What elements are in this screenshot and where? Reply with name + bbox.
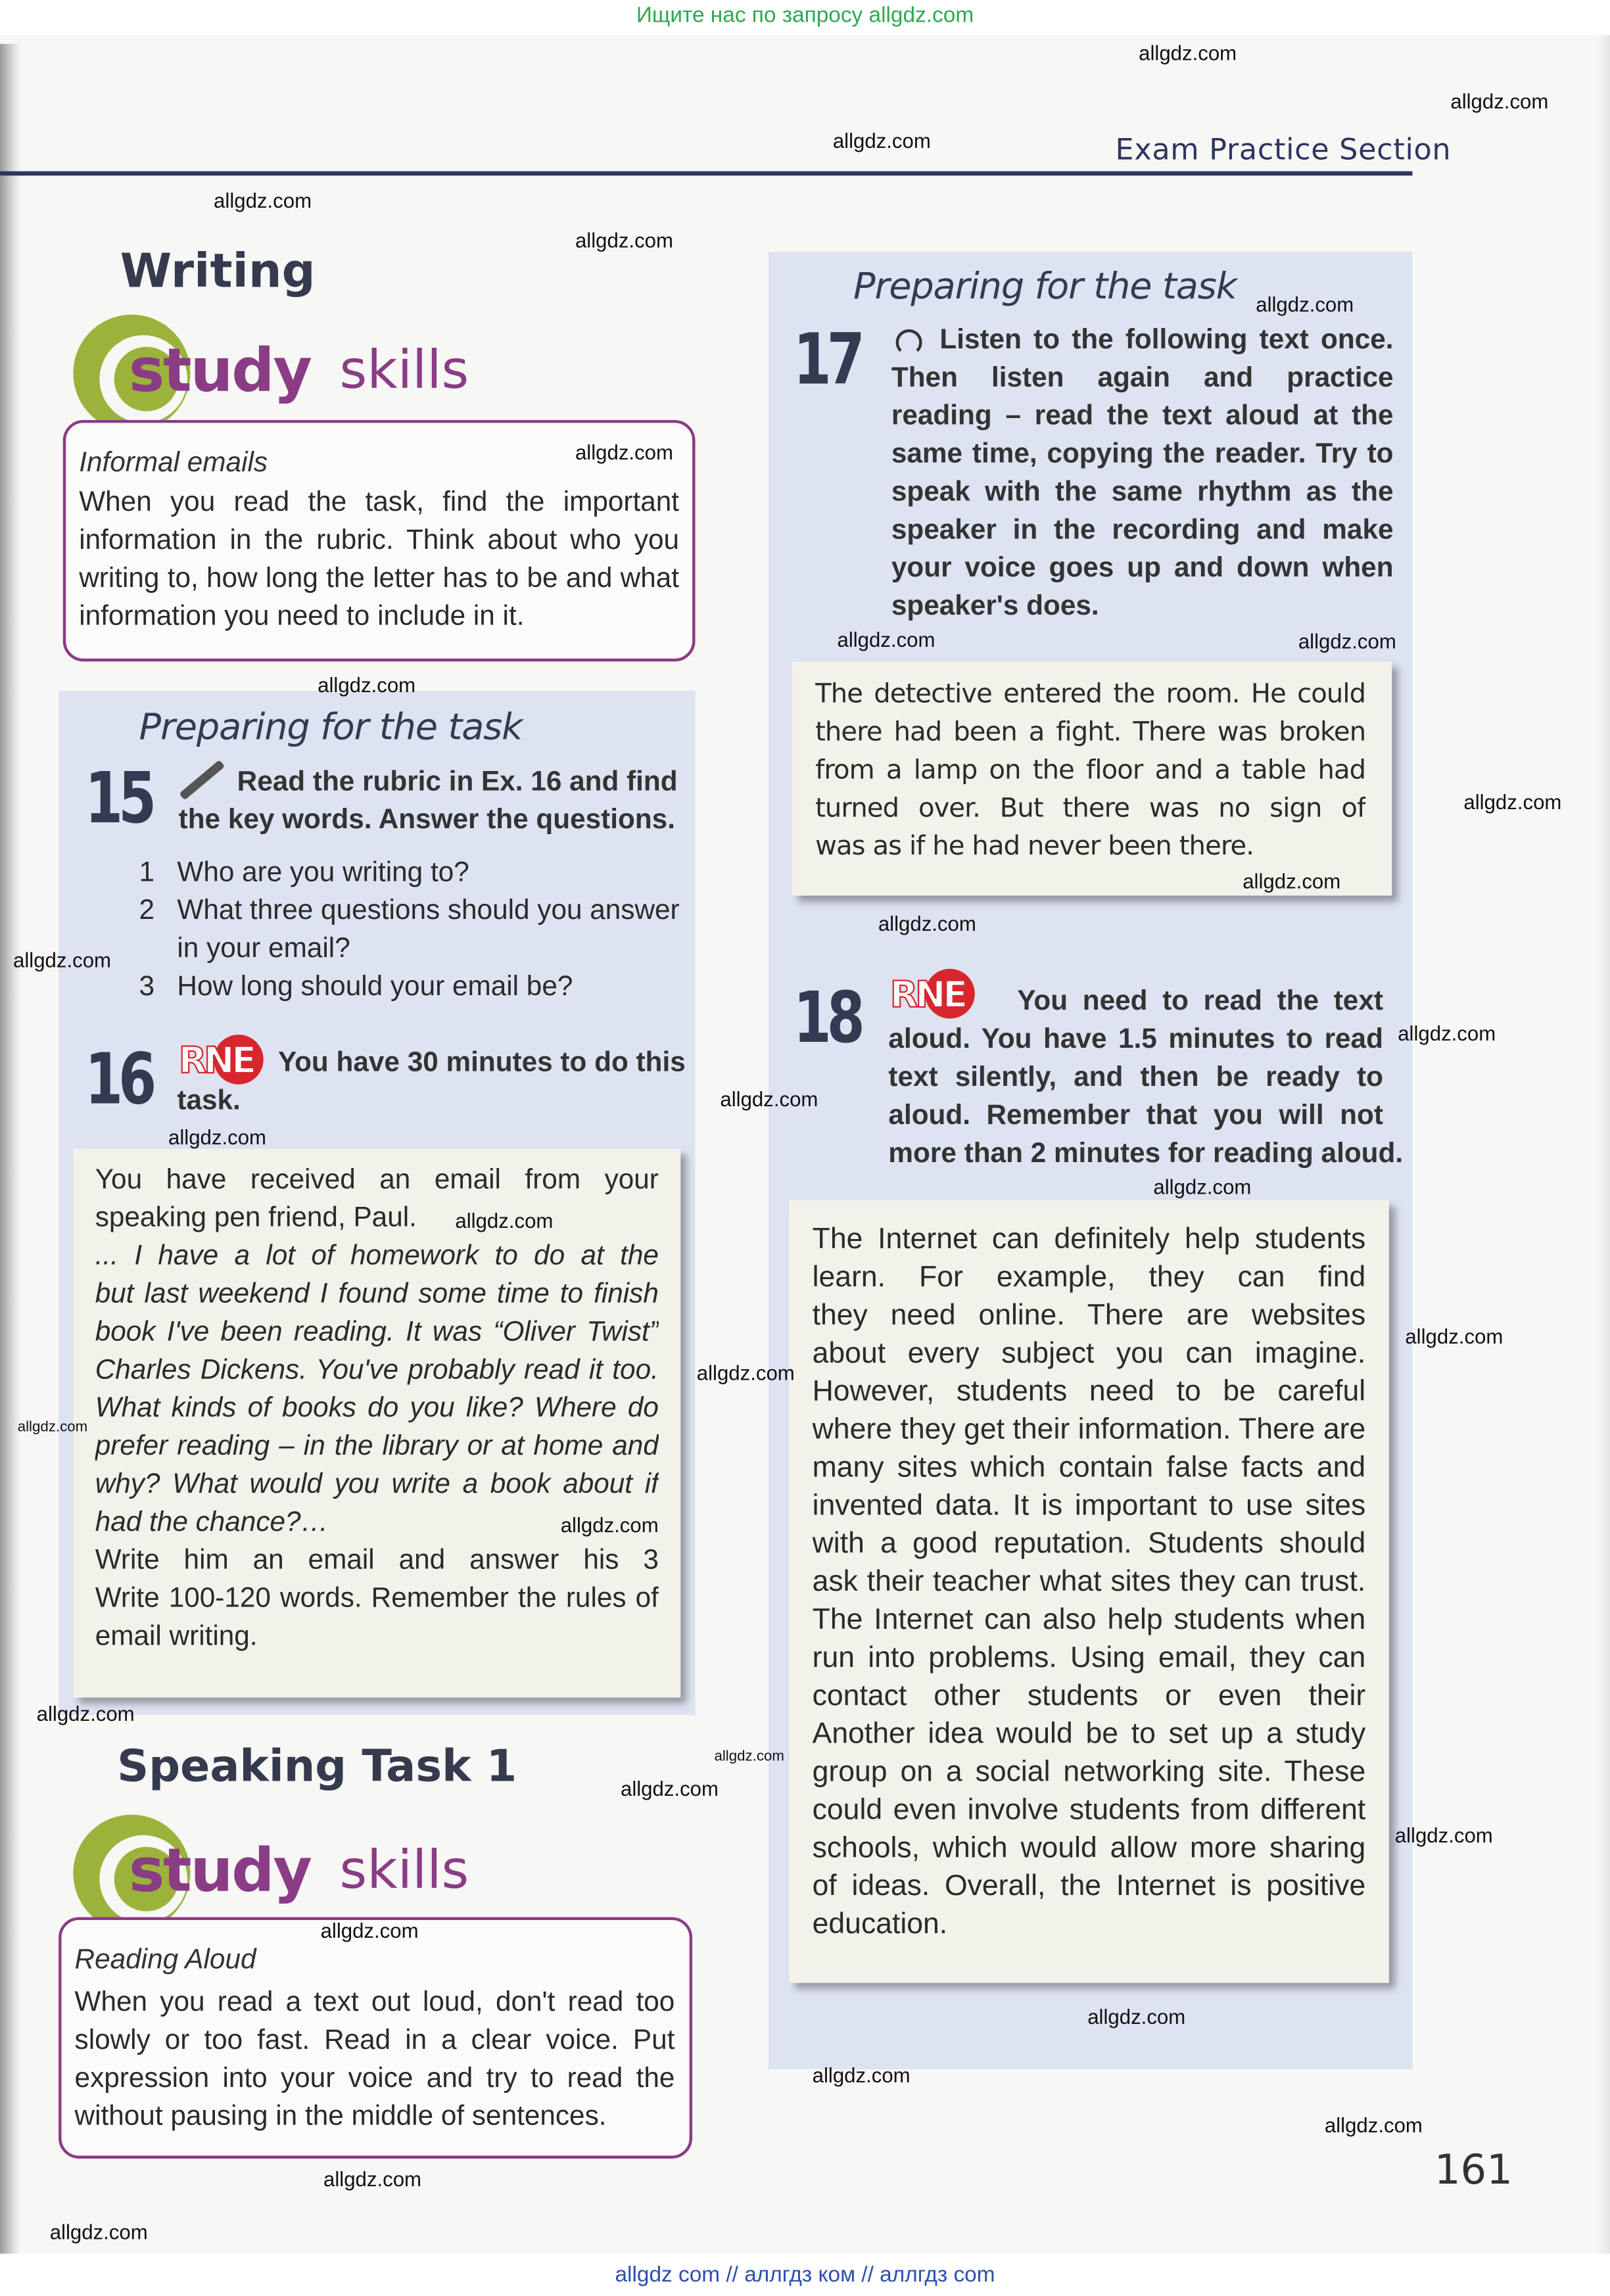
text-line: where they get their information. There are	[812, 1413, 1366, 1446]
study-label: study	[128, 335, 311, 406]
watermark-link[interactable]: allgdz.com	[455, 1209, 554, 1232]
question-number: 2	[139, 895, 155, 927]
text-line: When you read a text out loud, don't read too	[74, 1987, 675, 2019]
text-line: but last weekend I found some time to finish	[95, 1278, 659, 1310]
watermark-link[interactable]: allgdz.com	[720, 1087, 818, 1111]
prep-title-speaking: Preparing for the task	[853, 264, 1237, 308]
text-line: book I've been reading. It was “Oliver Twist”	[95, 1317, 659, 1348]
watermark-link[interactable]: allgdz.com	[214, 189, 312, 212]
text-line: ask their teacher what sites they can trust.	[812, 1566, 1366, 1599]
instruction-line: task.	[177, 1085, 241, 1117]
watermark-link[interactable]: allgdz.com	[320, 1918, 419, 1942]
watermark-link[interactable]: allgdz.com	[323, 2167, 422, 2191]
rne-label: RNE	[889, 973, 965, 1016]
instruction-line: Read the rubric in Ex. 16 and find	[237, 766, 678, 798]
text-line: your voice goes up and down when	[891, 553, 1394, 584]
watermark-link[interactable]: allgdz.com	[13, 948, 112, 972]
text-line: The Internet can also help students when	[812, 1604, 1366, 1637]
text-line: education.	[812, 1908, 948, 1941]
text-line: invented data. It is important to use sites	[812, 1489, 1366, 1522]
text-line: many sites which contain false facts and	[812, 1451, 1366, 1484]
text-line: same time, copying the reader. Try to	[891, 438, 1394, 470]
watermark-link[interactable]: allgdz.com	[1405, 1324, 1503, 1348]
text-line: ... I have a lot of homework to do at the	[95, 1240, 659, 1272]
text-line: was as if he had never been there.	[815, 831, 1254, 862]
text-line: slowly or too fast. Read in a clear voice. Put	[74, 2025, 675, 2057]
watermark-link[interactable]: allgdz.com	[1450, 89, 1549, 113]
study-skills-box-reading-aloud	[59, 1917, 692, 2159]
text-line: aloud. Remember that you will not	[888, 1100, 1383, 1132]
watermark-link[interactable]: allgdz.com	[318, 673, 416, 697]
watermark-link[interactable]: allgdz.com	[696, 1361, 795, 1385]
text-line: Listen to the following text once.	[939, 325, 1394, 356]
watermark-link[interactable]: allgdz.com	[714, 1748, 784, 1766]
email-task-text	[95, 1162, 659, 1657]
question-number: 1	[139, 857, 155, 889]
question-text: in your email?	[177, 933, 350, 965]
instruction-line: the key words. Answer the questions.	[178, 805, 675, 836]
text-line: prefer reading – in the library or at home and	[95, 1431, 659, 1463]
watermark-link[interactable]: allgdz.com	[620, 1776, 719, 1800]
text-line: there had been a fight. There was broken	[815, 716, 1366, 748]
study-label: study	[128, 1835, 311, 1906]
text-line: Write him an email and answer his 3	[95, 1545, 659, 1576]
watermark-link[interactable]: allgdz.com	[878, 912, 976, 935]
text-line: without pausing in the middle of sentences.	[74, 2101, 607, 2132]
text-line: You need to read the text	[1017, 986, 1383, 1018]
section-title: Exam Practice Section	[1115, 131, 1452, 167]
question-text: How long should your email be?	[177, 972, 573, 1003]
text-line: speaking pen friend, Paul.	[95, 1203, 417, 1234]
text-line: turned over. But there was no sign of	[815, 793, 1366, 824]
text-line: with a good reputation. Students should	[812, 1528, 1366, 1560]
text-line: email writing.	[95, 1621, 258, 1652]
detective-text-card	[792, 661, 1392, 895]
exercise-number-15: 15	[85, 758, 153, 840]
text-line: aloud. You have 1.5 minutes to read	[888, 1024, 1383, 1056]
text-line: they need online. There are websites	[812, 1300, 1366, 1332]
text-line: speaker in the recording and make	[891, 515, 1394, 546]
text-line: reading – read the text aloud at the	[891, 401, 1394, 432]
box-title: Reading Aloud	[74, 1944, 256, 1976]
text-line: from a lamp on the floor and a table had	[815, 755, 1366, 786]
exercise-number-17: 17	[793, 319, 861, 402]
text-line: speak with the same rhythm as the	[891, 477, 1394, 508]
watermark-link[interactable]: allgdz.com	[1398, 1021, 1496, 1045]
email-task-card	[73, 1149, 680, 1698]
exercise-number-18: 18	[793, 977, 861, 1060]
text-line: more than 2 minutes for reading aloud.	[888, 1138, 1404, 1169]
page-number: 161	[1434, 2145, 1513, 2194]
page-edge	[1596, 30, 1610, 2268]
text-line: run into problems. Using email, they can	[812, 1642, 1366, 1675]
internet-text-card	[789, 1200, 1389, 1983]
text-line: schools, which would allow more sharing	[812, 1832, 1366, 1865]
text-line: information in the rubric. Think about who you	[79, 525, 680, 557]
text-line: When you read the task, find the important	[79, 487, 680, 519]
book-spine-shadow	[0, 44, 20, 2254]
text-line: Then listen again and practice	[891, 363, 1394, 394]
text-line: writing to, how long the letter has to be and what	[79, 563, 680, 594]
skills-label: skills	[339, 1840, 469, 1902]
ex17-instruction	[891, 322, 1394, 626]
watermark-link[interactable]: allgdz.com	[575, 228, 673, 252]
watermark-link[interactable]: allgdz.com	[1394, 1823, 1493, 1847]
top-banner[interactable]: Ищите нас по запросу allgdz.com	[0, 0, 1610, 35]
text-line: could even involve students from different	[812, 1794, 1366, 1827]
box-text	[79, 484, 679, 637]
text-line: of ideas. Overall, the Internet is positive	[812, 1870, 1366, 1903]
watermark-link[interactable]: allgdz.com	[1298, 629, 1396, 653]
internet-text	[813, 1221, 1366, 1944]
watermark-link[interactable]: allgdz.com	[1243, 869, 1341, 893]
text-line: The detective entered the room. He could	[815, 679, 1366, 710]
text-line: learn. For example, they can find	[812, 1261, 1366, 1294]
box-text	[75, 1984, 675, 2137]
watermark-link[interactable]: allgdz.com	[1463, 790, 1562, 814]
question-number: 3	[139, 972, 155, 1003]
text-line: You have received an email from your	[95, 1165, 659, 1196]
question-text: Who are you writing to?	[177, 857, 469, 889]
box-title: Informal emails	[79, 448, 268, 479]
bottom-banner[interactable]: allgdz com // аллгдз ком // аллгдз com	[0, 2254, 1610, 2296]
ex18-instruction	[888, 983, 1404, 1173]
ex17-text	[891, 322, 1394, 626]
watermark-link[interactable]: allgdz.com	[49, 2220, 148, 2244]
prep-title-writing: Preparing for the task	[139, 705, 523, 748]
text-line: information you need to include in it.	[79, 601, 525, 632]
text-line: group on a social networking site. These	[812, 1756, 1366, 1789]
text-line: about every subject you can imagine.	[812, 1337, 1366, 1370]
watermark-link[interactable]: allgdz.com	[1324, 2113, 1423, 2137]
text-line: expression into your voice and try to read the	[74, 2063, 675, 2094]
text-line: Write 100-120 words. Remember the rules of	[95, 1583, 659, 1614]
watermark-link[interactable]: allgdz.com	[812, 2063, 911, 2087]
ex16-instruction	[177, 1045, 686, 1121]
text-line: What kinds of books do you like? Where do	[95, 1393, 659, 1424]
watermark-link[interactable]: allgdz.com	[575, 440, 673, 464]
text-line: why? What would you write a book about if	[95, 1469, 659, 1501]
watermark-link[interactable]: allgdz.com	[560, 1513, 659, 1537]
ex15-questions	[139, 855, 681, 1007]
speaking-heading: Speaking Task 1	[117, 1741, 517, 1793]
detective-text	[815, 676, 1365, 866]
text-line: text silently, and then be ready to	[888, 1062, 1383, 1094]
watermark-link[interactable]: allgdz.com	[36, 1702, 135, 1725]
header-rule	[0, 171, 1412, 176]
rne-label: RNE	[178, 1039, 254, 1082]
watermark-link[interactable]: allgdz.com	[1256, 293, 1354, 316]
question-text: What three questions should you answer	[177, 895, 680, 927]
watermark-link[interactable]: allgdz.com	[1139, 41, 1237, 64]
ex18-text	[888, 983, 1404, 1173]
text-line: Charles Dickens. You've probably read it too.	[95, 1355, 659, 1386]
watermark-link[interactable]: allgdz.com	[168, 1125, 267, 1149]
text-line: However, students need to be careful	[812, 1375, 1366, 1408]
watermark-link[interactable]: allgdz.com	[17, 1419, 88, 1436]
skills-label: skills	[339, 340, 469, 402]
watermark-link[interactable]: allgdz.com	[837, 628, 935, 651]
writing-heading: Writing	[120, 243, 316, 299]
text-line: Another idea would be to set up a study	[812, 1718, 1366, 1750]
exercise-number-16: 16	[85, 1039, 153, 1121]
text-line: contact other students or even their	[812, 1679, 1366, 1712]
watermark-link[interactable]: allgdz.com	[832, 128, 931, 152]
text-line: had the chance?…	[95, 1507, 329, 1538]
ex15-instruction	[178, 764, 678, 840]
instruction-line: You have 30 minutes to do this	[278, 1048, 686, 1079]
text-line: speaker's does.	[891, 591, 1099, 622]
watermark-link[interactable]: allgdz.com	[1153, 1175, 1252, 1199]
watermark-link[interactable]: allgdz.com	[1087, 2005, 1186, 2028]
text-line: The Internet can definitely help students	[812, 1223, 1366, 1256]
